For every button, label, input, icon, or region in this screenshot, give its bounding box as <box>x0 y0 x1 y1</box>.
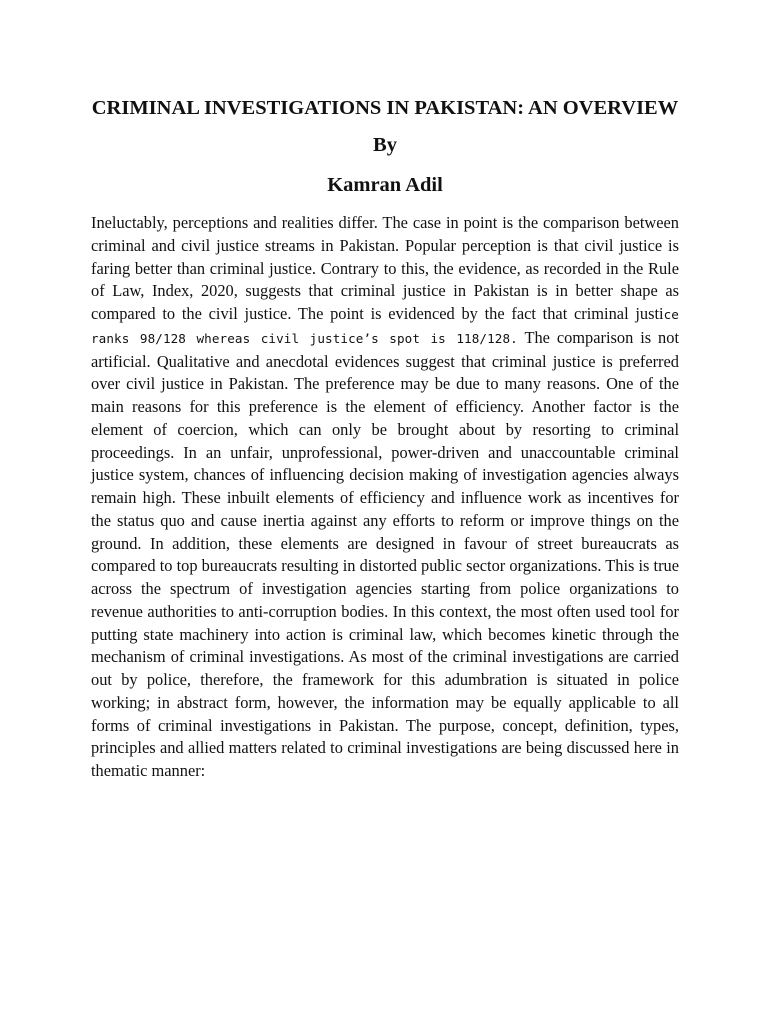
paragraph-text-rankings: ce ranks 98/128 whereas civil justice’s spot is 118/128. <box>91 307 679 346</box>
paragraph-text-part1: Ineluctably, perceptions and realities differ. The case in point is the comparison between criminal and civil justice streams in Pakistan. Popular perception is that civil justice is faring better than criminal justice. Contrary to this, the evidence, as recorded in the Rule of Law, Index, 2020, suggests that criminal justice in Pakistan is in better shape as compared to the civil justice. The point is evidenced by the fact that criminal justi <box>91 213 679 323</box>
document-page <box>91 96 679 783</box>
author-name: Kamran Adil <box>327 174 443 196</box>
paragraph-text-part3: The comparison is not artificial. Qualitative and anecdotal evidences suggest that criminal justice is preferred over civil justice in Pakistan. The preference may be due to many reasons. One of the main reasons for this preference is the element of efficiency. Another factor is the element of coercion, which can only be brought about by resorting to criminal proceedings. In an unfair, unprofessional, power-driven and unaccountable criminal justice system, chances of influencing decision making of investigation agencies always remain high. These inbuilt elements of efficiency and influence work as incentives for the status quo and cause inertia against any efforts to reform or improve things on the ground. In addition, these elements are designed in favour of street bureaucrats as compared to top bureaucrats resulting in distorted public sector organizations. This is true across the spectrum of investigation agencies starting from police organizations to revenue authorities to anti-corruption bodies. In this context, the most often used tool for putting state machinery into action is criminal law, which becomes kinetic through the mechanism of criminal investigations. As most of the criminal investigations are carried out by police, therefore, the framework for this adumbration is situated in police working; in abstract form, however, the information may be equally applicable to all forms of criminal investigations in Pakistan. The purpose, concept, definition, types, principles and allied matters related to criminal investigations are being discussed here in thematic manner: <box>91 327 679 780</box>
document-title: CRIMINAL INVESTIGATIONS IN PAKISTAN: AN OVERVIEW <box>91 97 679 119</box>
body-paragraph <box>91 212 679 783</box>
byline: By <box>373 134 397 156</box>
